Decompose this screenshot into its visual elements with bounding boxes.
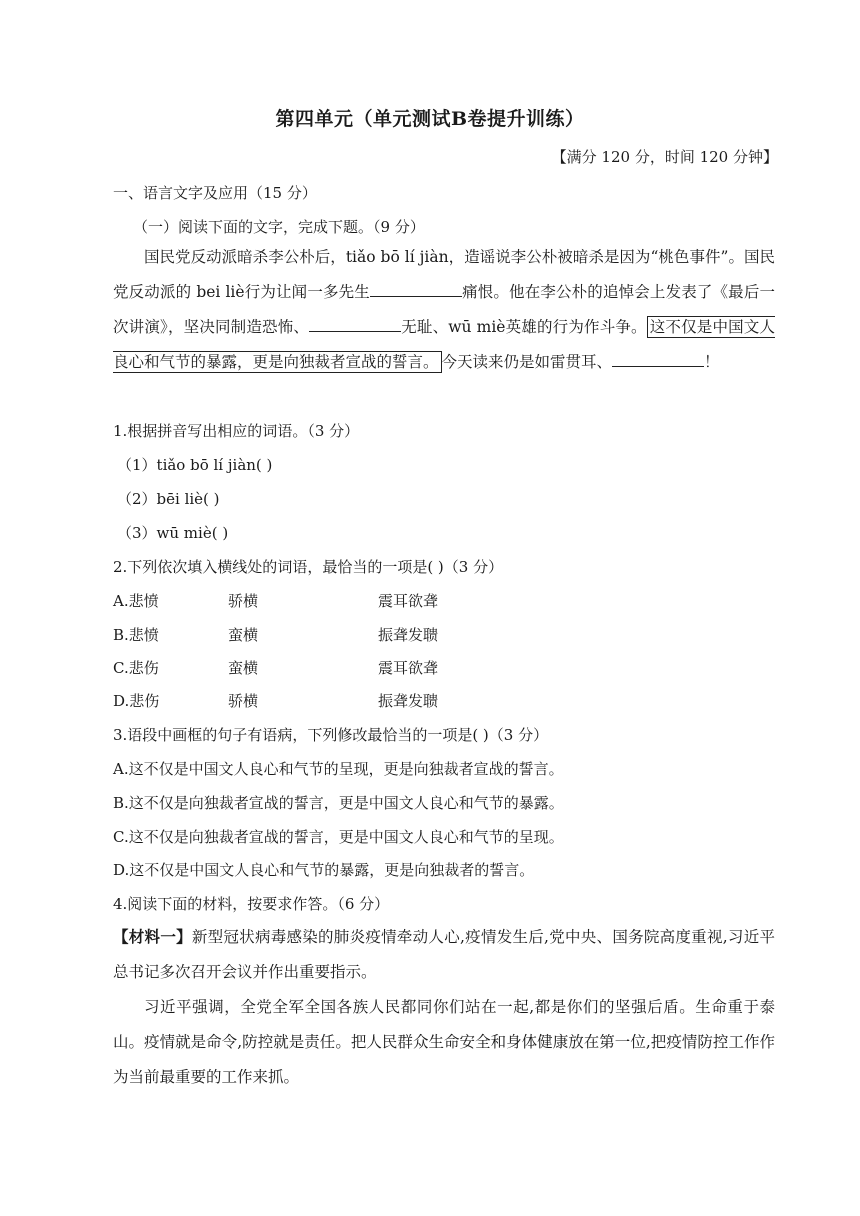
passage-text: 今天读来仍是如雷贯耳、 [441,353,613,371]
material-one [113,919,775,1095]
option-word: 震耳欲聋 [378,592,439,610]
passage-text: 国民党反动派暗杀李公朴后，tiǎo bō lí jiàn，造谣说李公朴被暗杀是因为“桃色事件”。国民党反动派的 bei liè行为让闻一多先生 [113,248,775,301]
option-word: 震耳欲聋 [378,659,439,677]
reading-passage [113,240,775,380]
passage-text: 无耻、wū miè英雄的行为作斗争。 [401,318,647,336]
page-title: 第四单元（单元测试B卷提升训练） [275,108,585,130]
option-label: B.悲愤 [113,626,159,644]
section-heading: 一、语言文字及应用（15 分） [113,184,317,202]
option-word: 振聋发聩 [378,626,439,644]
question-1-item: （3）wū miè( ) [117,524,229,542]
question-3-option[interactable]: D.这不仅是中国文人良心和气节的暴露，更是向独裁者的誓言。 [113,861,535,879]
question-1-stem: 1.根据拼音写出相应的词语。（3 分） [113,422,360,440]
option-label: D.悲伤 [113,692,160,710]
material-paragraph: 习近平强调，全党全军全国各族人民都同你们站在一起,都是你们的坚强后盾。生命重于泰山。疫情就是命令,防控就是责任。把人民群众生命安全和身体健康放在第一位,把疫情防控工作作为当前最重要的工作来抓。 [113,998,775,1086]
option-word: 蛮横 [228,659,259,677]
question-2-stem: 2.下列依次填入横线处的词语，最恰当的一项是( )（3 分） [113,558,504,576]
question-4-stem: 4.阅读下面的材料，按要求作答。（6 分） [113,895,390,913]
fill-blank-3[interactable] [612,352,704,367]
option-label: C.悲伤 [113,659,159,677]
option-word: 蛮横 [228,626,259,644]
question-3-stem: 3.语段中画框的句子有语病，下列修改最恰当的一项是( )（3 分） [113,726,549,744]
option-word: 振聋发聩 [378,692,439,710]
fill-blank-1[interactable] [370,282,462,297]
subsection-heading: （一）阅读下面的文字，完成下题。（9 分） [133,218,425,236]
question-3-option[interactable]: B.这不仅是向独裁者宣战的誓言，更是中国文人良心和气节的暴露。 [113,794,564,812]
option-word: 骄横 [228,692,259,710]
question-3-option[interactable]: C.这不仅是向独裁者宣战的誓言，更是中国文人良心和气节的呈现。 [113,828,564,846]
passage-text: 痛恨。他在李公朴的追悼会上发表了《最后一次讲演》，坚决同制造恐怖、 [113,283,775,336]
fill-blank-2[interactable] [309,317,401,332]
passage-text: ！ [704,353,720,371]
question-3-option[interactable]: A.这不仅是中国文人良心和气节的呈现，更是向独裁者宣战的誓言。 [113,760,564,778]
material-text: 新型冠状病毒感染的肺炎疫情牵动人心,疫情发生后,党中央、国务院高度重视,习近平总书记多次召开会议并作出重要指示。 [113,928,775,981]
score-time-info: 【满分 120 分，时间 120 分钟】 [551,148,778,166]
passage-paragraph [113,240,775,380]
material-paragraph [113,919,775,990]
option-word: 骄横 [228,592,259,610]
material-label: 【材料一】 [113,927,192,946]
option-label: A.悲愤 [113,592,159,610]
question-1-item: （1）tiǎo bō lí jiàn( ) [117,456,273,474]
question-1-item: （2）bēi liè( ) [117,490,220,508]
boxed-sentence: 这不仅是中国文人良心和气节的暴露，更是向独裁者宣战的誓言。 [113,318,775,371]
